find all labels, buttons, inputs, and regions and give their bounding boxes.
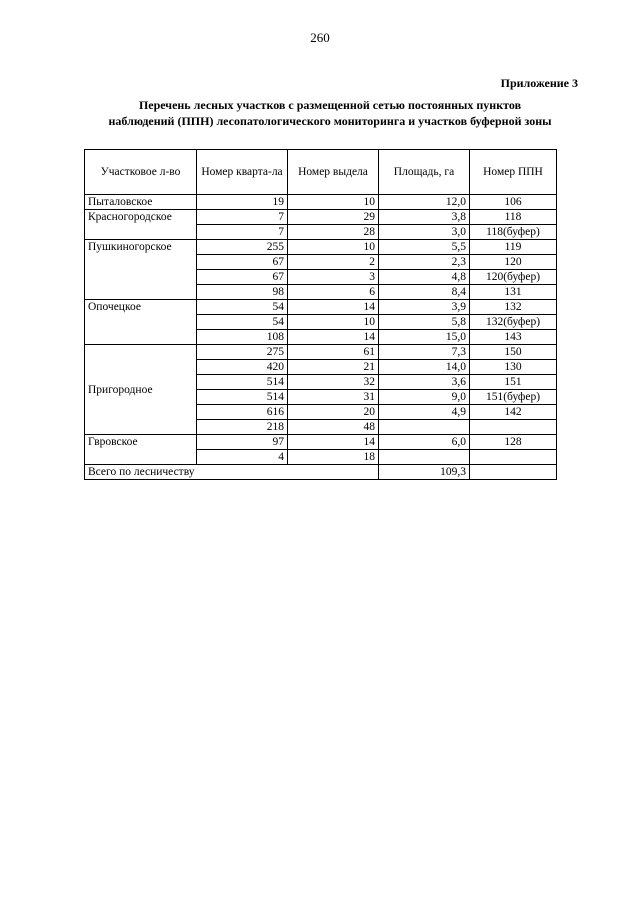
section-cell: 10 [288, 315, 379, 330]
ppn-cell: 120 [470, 255, 557, 270]
header-section: Номер выдела [288, 150, 379, 195]
ppn-cell: 118 [470, 210, 557, 225]
total-label: Всего по лесничеству [85, 465, 379, 480]
section-cell: 6 [288, 285, 379, 300]
table-row [85, 240, 557, 255]
ppn-cell: 151 [470, 375, 557, 390]
ppn-cell: 132(буфер) [470, 315, 557, 330]
quarter-cell: 420 [197, 360, 288, 375]
district-cell: Пушкиногорское [85, 240, 197, 300]
ppn-cell: 128 [470, 435, 557, 450]
section-cell: 2 [288, 255, 379, 270]
total-row [85, 465, 557, 480]
area-cell: 6,0 [379, 435, 470, 450]
quarter-cell: 97 [197, 435, 288, 450]
appendix-label: Приложение 3 [500, 76, 578, 90]
section-cell: 20 [288, 405, 379, 420]
table-row [85, 345, 557, 360]
section-cell: 21 [288, 360, 379, 375]
ppn-cell [470, 420, 557, 435]
district-cell: Гвровское [85, 435, 197, 465]
area-cell: 14,0 [379, 360, 470, 375]
ppn-cell [470, 450, 557, 465]
quarter-cell: 67 [197, 270, 288, 285]
area-cell: 9,0 [379, 390, 470, 405]
header-ppn: Номер ППН [470, 150, 557, 195]
area-cell: 7,3 [379, 345, 470, 360]
table-row [85, 195, 557, 210]
quarter-cell: 54 [197, 315, 288, 330]
quarter-cell: 7 [197, 225, 288, 240]
section-cell: 3 [288, 270, 379, 285]
quarter-cell: 616 [197, 405, 288, 420]
section-cell: 48 [288, 420, 379, 435]
quarter-cell: 7 [197, 210, 288, 225]
section-cell: 32 [288, 375, 379, 390]
table-row [85, 435, 557, 450]
ppn-cell: 120(буфер) [470, 270, 557, 285]
table-row [85, 300, 557, 315]
ppn-cell: 119 [470, 240, 557, 255]
forest-plots-table [84, 149, 557, 480]
ppn-cell: 130 [470, 360, 557, 375]
area-cell: 4,8 [379, 270, 470, 285]
total-ppn-empty [470, 465, 557, 480]
table-header-row [85, 150, 557, 195]
area-cell: 5,5 [379, 240, 470, 255]
section-cell: 18 [288, 450, 379, 465]
quarter-cell: 67 [197, 255, 288, 270]
section-cell: 10 [288, 195, 379, 210]
quarter-cell: 218 [197, 420, 288, 435]
total-area: 109,3 [379, 465, 470, 480]
area-cell: 3,9 [379, 300, 470, 315]
ppn-cell: 118(буфер) [470, 225, 557, 240]
ppn-cell: 106 [470, 195, 557, 210]
table-row [85, 210, 557, 225]
quarter-cell: 54 [197, 300, 288, 315]
ppn-cell: 142 [470, 405, 557, 420]
quarter-cell: 4 [197, 450, 288, 465]
ppn-cell: 150 [470, 345, 557, 360]
area-cell: 5,8 [379, 315, 470, 330]
title-line-2: наблюдений (ППН) лесопатологического мониторинга и участков буферной зоны [108, 114, 552, 128]
area-cell: 4,9 [379, 405, 470, 420]
header-quarter: Номер кварта-ла [197, 150, 288, 195]
quarter-cell: 514 [197, 375, 288, 390]
section-cell: 28 [288, 225, 379, 240]
section-cell: 29 [288, 210, 379, 225]
header-area: Площадь, га [379, 150, 470, 195]
ppn-cell: 132 [470, 300, 557, 315]
section-cell: 31 [288, 390, 379, 405]
area-cell: 3,6 [379, 375, 470, 390]
area-cell [379, 450, 470, 465]
district-cell: Пригородное [85, 345, 197, 435]
area-cell: 2,3 [379, 255, 470, 270]
quarter-cell: 19 [197, 195, 288, 210]
area-cell: 3,8 [379, 210, 470, 225]
document-title [70, 97, 590, 129]
area-cell [379, 420, 470, 435]
area-cell: 15,0 [379, 330, 470, 345]
section-cell: 14 [288, 330, 379, 345]
ppn-cell: 131 [470, 285, 557, 300]
quarter-cell: 275 [197, 345, 288, 360]
area-cell: 12,0 [379, 195, 470, 210]
header-district: Участковое л-во [85, 150, 197, 195]
section-cell: 10 [288, 240, 379, 255]
district-cell: Пыталовское [85, 195, 197, 210]
district-cell: Опочецкое [85, 300, 197, 345]
table-body [85, 195, 557, 465]
section-cell: 14 [288, 435, 379, 450]
section-cell: 14 [288, 300, 379, 315]
quarter-cell: 108 [197, 330, 288, 345]
district-cell: Красногородское [85, 210, 197, 240]
page-number: 260 [310, 30, 330, 45]
section-cell: 61 [288, 345, 379, 360]
quarter-cell: 255 [197, 240, 288, 255]
area-cell: 3,0 [379, 225, 470, 240]
quarter-cell: 98 [197, 285, 288, 300]
ppn-cell: 143 [470, 330, 557, 345]
ppn-cell: 151(буфер) [470, 390, 557, 405]
quarter-cell: 514 [197, 390, 288, 405]
title-line-1: Перечень лесных участков с размещенной сетью постоянных пунктов [138, 98, 522, 112]
area-cell: 8,4 [379, 285, 470, 300]
